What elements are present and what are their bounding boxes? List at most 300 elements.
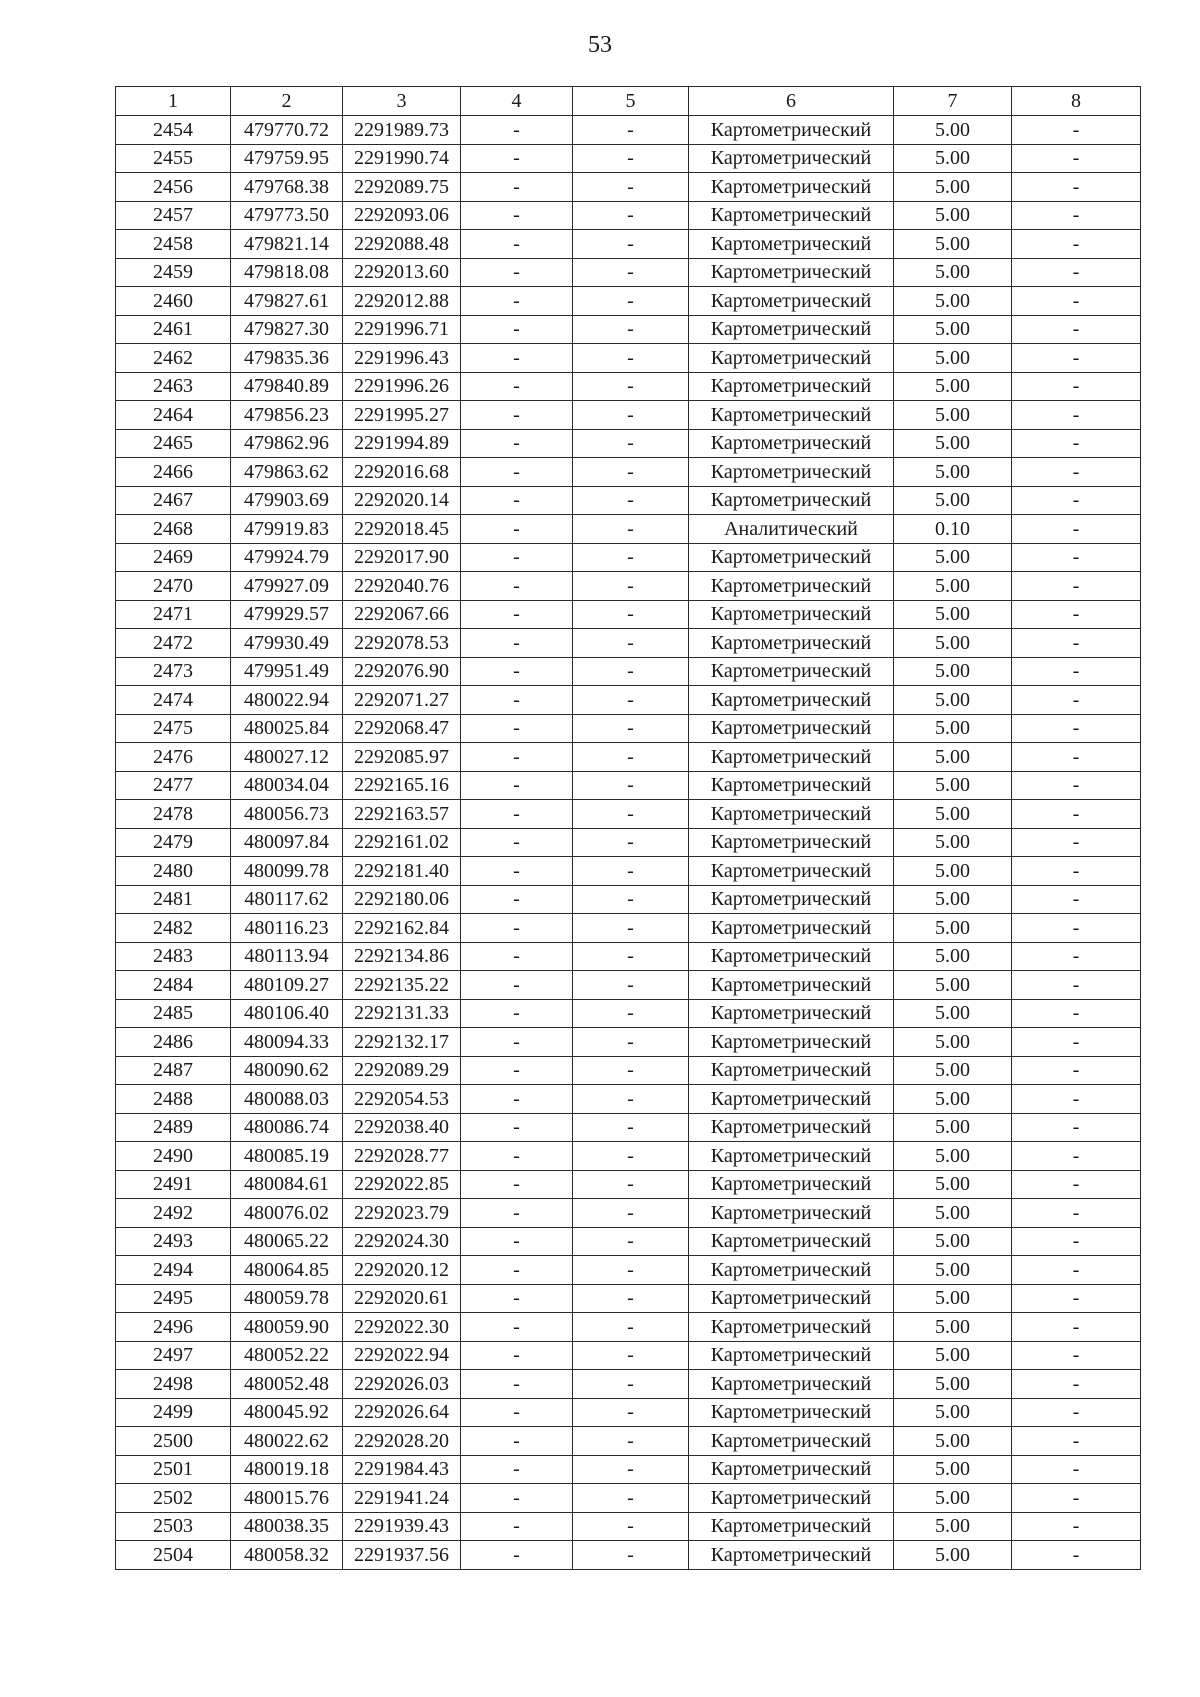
cell-method: Картометрический xyxy=(689,657,894,686)
cell-method: Картометрический xyxy=(689,344,894,373)
cell-col-8: - xyxy=(1012,971,1141,1000)
cell-col-5: - xyxy=(573,1398,689,1427)
cell-col-4: - xyxy=(461,344,573,373)
cell-y-coordinate: 2291984.43 xyxy=(343,1455,461,1484)
cell-col-8: - xyxy=(1012,1056,1141,1085)
cell-point-number: 2457 xyxy=(116,201,231,230)
cell-col-4: - xyxy=(461,572,573,601)
cell-col-4: - xyxy=(461,743,573,772)
cell-col-5: - xyxy=(573,1541,689,1570)
cell-point-number: 2495 xyxy=(116,1284,231,1313)
table-row xyxy=(116,1085,1141,1114)
cell-col-5: - xyxy=(573,743,689,772)
cell-y-coordinate: 2292022.94 xyxy=(343,1341,461,1370)
cell-method: Картометрический xyxy=(689,1028,894,1057)
table-row xyxy=(116,800,1141,829)
cell-point-number: 2467 xyxy=(116,486,231,515)
cell-col-8: - xyxy=(1012,1142,1141,1171)
cell-point-number: 2471 xyxy=(116,600,231,629)
header-cell-col-4: 4 xyxy=(461,87,573,116)
cell-accuracy: 5.00 xyxy=(894,201,1012,230)
cell-col-5: - xyxy=(573,1370,689,1399)
cell-col-4: - xyxy=(461,315,573,344)
cell-accuracy: 5.00 xyxy=(894,486,1012,515)
cell-x-coordinate: 480045.92 xyxy=(231,1398,343,1427)
cell-accuracy: 5.00 xyxy=(894,1256,1012,1285)
cell-point-number: 2489 xyxy=(116,1113,231,1142)
cell-method: Картометрический xyxy=(689,486,894,515)
cell-col-4: - xyxy=(461,1484,573,1513)
cell-col-4: - xyxy=(461,657,573,686)
cell-point-number: 2484 xyxy=(116,971,231,1000)
cell-method: Картометрический xyxy=(689,771,894,800)
cell-method: Картометрический xyxy=(689,999,894,1028)
cell-col-4: - xyxy=(461,857,573,886)
cell-x-coordinate: 479770.72 xyxy=(231,116,343,145)
cell-y-coordinate: 2292088.48 xyxy=(343,230,461,259)
cell-x-coordinate: 479929.57 xyxy=(231,600,343,629)
cell-accuracy: 5.00 xyxy=(894,1142,1012,1171)
cell-col-5: - xyxy=(573,828,689,857)
cell-x-coordinate: 480086.74 xyxy=(231,1113,343,1142)
cell-y-coordinate: 2292131.33 xyxy=(343,999,461,1028)
cell-accuracy: 5.00 xyxy=(894,1484,1012,1513)
cell-col-5: - xyxy=(573,1512,689,1541)
cell-col-4: - xyxy=(461,515,573,544)
cell-col-8: - xyxy=(1012,429,1141,458)
cell-col-4: - xyxy=(461,401,573,430)
table-row xyxy=(116,1256,1141,1285)
cell-method: Картометрический xyxy=(689,173,894,202)
cell-accuracy: 5.00 xyxy=(894,401,1012,430)
table-row xyxy=(116,258,1141,287)
cell-col-8: - xyxy=(1012,230,1141,259)
cell-col-5: - xyxy=(573,629,689,658)
table-row xyxy=(116,1284,1141,1313)
cell-col-5: - xyxy=(573,1028,689,1057)
cell-col-8: - xyxy=(1012,287,1141,316)
cell-point-number: 2463 xyxy=(116,372,231,401)
cell-col-5: - xyxy=(573,857,689,886)
cell-col-8: - xyxy=(1012,515,1141,544)
cell-col-8: - xyxy=(1012,885,1141,914)
cell-accuracy: 5.00 xyxy=(894,543,1012,572)
table-row xyxy=(116,600,1141,629)
cell-method: Картометрический xyxy=(689,828,894,857)
cell-accuracy: 5.00 xyxy=(894,144,1012,173)
cell-method: Картометрический xyxy=(689,1284,894,1313)
cell-point-number: 2465 xyxy=(116,429,231,458)
cell-x-coordinate: 480106.40 xyxy=(231,999,343,1028)
table-row xyxy=(116,344,1141,373)
cell-method: Картометрический xyxy=(689,116,894,145)
cell-col-4: - xyxy=(461,1142,573,1171)
cell-accuracy: 5.00 xyxy=(894,429,1012,458)
cell-accuracy: 5.00 xyxy=(894,971,1012,1000)
cell-x-coordinate: 479930.49 xyxy=(231,629,343,658)
cell-col-8: - xyxy=(1012,857,1141,886)
cell-y-coordinate: 2292016.68 xyxy=(343,458,461,487)
cell-point-number: 2486 xyxy=(116,1028,231,1057)
cell-x-coordinate: 480027.12 xyxy=(231,743,343,772)
cell-point-number: 2461 xyxy=(116,315,231,344)
cell-col-8: - xyxy=(1012,1370,1141,1399)
cell-y-coordinate: 2292022.30 xyxy=(343,1313,461,1342)
cell-col-4: - xyxy=(461,1056,573,1085)
cell-point-number: 2479 xyxy=(116,828,231,857)
cell-method: Картометрический xyxy=(689,1227,894,1256)
cell-y-coordinate: 2291941.24 xyxy=(343,1484,461,1513)
cell-x-coordinate: 480034.04 xyxy=(231,771,343,800)
table-row xyxy=(116,144,1141,173)
cell-y-coordinate: 2292089.75 xyxy=(343,173,461,202)
cell-accuracy: 5.00 xyxy=(894,1028,1012,1057)
table-row xyxy=(116,230,1141,259)
cell-accuracy: 5.00 xyxy=(894,714,1012,743)
cell-col-4: - xyxy=(461,714,573,743)
cell-col-5: - xyxy=(573,800,689,829)
table-row xyxy=(116,543,1141,572)
cell-x-coordinate: 480109.27 xyxy=(231,971,343,1000)
cell-method: Картометрический xyxy=(689,572,894,601)
cell-point-number: 2480 xyxy=(116,857,231,886)
cell-point-number: 2501 xyxy=(116,1455,231,1484)
table-row xyxy=(116,1227,1141,1256)
cell-x-coordinate: 479924.79 xyxy=(231,543,343,572)
cell-col-8: - xyxy=(1012,1170,1141,1199)
cell-col-4: - xyxy=(461,1256,573,1285)
cell-col-5: - xyxy=(573,914,689,943)
header-cell-col-2: 2 xyxy=(231,87,343,116)
cell-x-coordinate: 479862.96 xyxy=(231,429,343,458)
header-cell-col-8: 8 xyxy=(1012,87,1141,116)
cell-x-coordinate: 480038.35 xyxy=(231,1512,343,1541)
cell-col-8: - xyxy=(1012,1256,1141,1285)
page-number: 53 xyxy=(588,32,612,58)
cell-method: Картометрический xyxy=(689,1142,894,1171)
cell-x-coordinate: 479919.83 xyxy=(231,515,343,544)
cell-x-coordinate: 480097.84 xyxy=(231,828,343,857)
cell-method: Картометрический xyxy=(689,1427,894,1456)
cell-method: Картометрический xyxy=(689,914,894,943)
cell-method: Картометрический xyxy=(689,686,894,715)
cell-accuracy: 5.00 xyxy=(894,1313,1012,1342)
cell-accuracy: 5.00 xyxy=(894,1427,1012,1456)
cell-col-4: - xyxy=(461,287,573,316)
cell-col-5: - xyxy=(573,1427,689,1456)
cell-point-number: 2456 xyxy=(116,173,231,202)
cell-accuracy: 5.00 xyxy=(894,173,1012,202)
cell-col-8: - xyxy=(1012,1284,1141,1313)
cell-y-coordinate: 2291995.27 xyxy=(343,401,461,430)
coordinates-table xyxy=(115,86,1141,1570)
cell-y-coordinate: 2292180.06 xyxy=(343,885,461,914)
cell-y-coordinate: 2292024.30 xyxy=(343,1227,461,1256)
table-row xyxy=(116,1398,1141,1427)
header-row xyxy=(116,87,1141,116)
cell-x-coordinate: 480025.84 xyxy=(231,714,343,743)
cell-col-8: - xyxy=(1012,743,1141,772)
cell-method: Картометрический xyxy=(689,201,894,230)
table-row xyxy=(116,714,1141,743)
cell-method: Картометрический xyxy=(689,1484,894,1513)
cell-col-8: - xyxy=(1012,401,1141,430)
cell-col-8: - xyxy=(1012,714,1141,743)
table-row xyxy=(116,657,1141,686)
cell-x-coordinate: 480116.23 xyxy=(231,914,343,943)
table-row xyxy=(116,885,1141,914)
cell-method: Картометрический xyxy=(689,971,894,1000)
table-row xyxy=(116,743,1141,772)
cell-point-number: 2492 xyxy=(116,1199,231,1228)
cell-point-number: 2464 xyxy=(116,401,231,430)
cell-col-4: - xyxy=(461,1170,573,1199)
cell-x-coordinate: 480056.73 xyxy=(231,800,343,829)
cell-y-coordinate: 2292071.27 xyxy=(343,686,461,715)
cell-col-5: - xyxy=(573,1113,689,1142)
cell-col-4: - xyxy=(461,1199,573,1228)
cell-point-number: 2460 xyxy=(116,287,231,316)
table-row xyxy=(116,828,1141,857)
cell-col-4: - xyxy=(461,1028,573,1057)
table-row xyxy=(116,857,1141,886)
cell-x-coordinate: 480058.32 xyxy=(231,1541,343,1570)
cell-point-number: 2472 xyxy=(116,629,231,658)
cell-x-coordinate: 480015.76 xyxy=(231,1484,343,1513)
cell-y-coordinate: 2292067.66 xyxy=(343,600,461,629)
cell-point-number: 2468 xyxy=(116,515,231,544)
cell-col-4: - xyxy=(461,1113,573,1142)
cell-x-coordinate: 480019.18 xyxy=(231,1455,343,1484)
cell-accuracy: 5.00 xyxy=(894,458,1012,487)
cell-y-coordinate: 2292013.60 xyxy=(343,258,461,287)
cell-col-5: - xyxy=(573,116,689,145)
table-row xyxy=(116,1170,1141,1199)
cell-y-coordinate: 2292023.79 xyxy=(343,1199,461,1228)
table-row xyxy=(116,1541,1141,1570)
cell-method: Картометрический xyxy=(689,372,894,401)
cell-point-number: 2488 xyxy=(116,1085,231,1114)
cell-method: Картометрический xyxy=(689,458,894,487)
cell-col-5: - xyxy=(573,1056,689,1085)
cell-point-number: 2496 xyxy=(116,1313,231,1342)
cell-col-8: - xyxy=(1012,657,1141,686)
cell-col-5: - xyxy=(573,173,689,202)
cell-point-number: 2499 xyxy=(116,1398,231,1427)
cell-x-coordinate: 480084.61 xyxy=(231,1170,343,1199)
cell-point-number: 2504 xyxy=(116,1541,231,1570)
cell-method: Картометрический xyxy=(689,1113,894,1142)
cell-col-4: - xyxy=(461,1455,573,1484)
cell-col-5: - xyxy=(573,999,689,1028)
table-row xyxy=(116,1427,1141,1456)
cell-col-8: - xyxy=(1012,914,1141,943)
cell-col-8: - xyxy=(1012,372,1141,401)
cell-method: Картометрический xyxy=(689,1170,894,1199)
cell-col-5: - xyxy=(573,201,689,230)
cell-accuracy: 5.00 xyxy=(894,1113,1012,1142)
cell-accuracy: 5.00 xyxy=(894,914,1012,943)
cell-col-5: - xyxy=(573,657,689,686)
table-row xyxy=(116,201,1141,230)
cell-col-5: - xyxy=(573,885,689,914)
cell-point-number: 2475 xyxy=(116,714,231,743)
cell-y-coordinate: 2292089.29 xyxy=(343,1056,461,1085)
cell-method: Картометрический xyxy=(689,1541,894,1570)
cell-x-coordinate: 480090.62 xyxy=(231,1056,343,1085)
cell-col-5: - xyxy=(573,1313,689,1342)
cell-col-5: - xyxy=(573,942,689,971)
cell-col-8: - xyxy=(1012,258,1141,287)
cell-col-8: - xyxy=(1012,1313,1141,1342)
cell-col-8: - xyxy=(1012,1512,1141,1541)
cell-x-coordinate: 480052.48 xyxy=(231,1370,343,1399)
cell-x-coordinate: 480099.78 xyxy=(231,857,343,886)
cell-col-4: - xyxy=(461,800,573,829)
cell-col-5: - xyxy=(573,1455,689,1484)
cell-col-8: - xyxy=(1012,1341,1141,1370)
table-row xyxy=(116,1455,1141,1484)
cell-col-5: - xyxy=(573,1256,689,1285)
cell-point-number: 2500 xyxy=(116,1427,231,1456)
cell-y-coordinate: 2291989.73 xyxy=(343,116,461,145)
cell-accuracy: 5.00 xyxy=(894,258,1012,287)
cell-x-coordinate: 479927.09 xyxy=(231,572,343,601)
cell-col-5: - xyxy=(573,315,689,344)
cell-point-number: 2491 xyxy=(116,1170,231,1199)
table-row xyxy=(116,1484,1141,1513)
cell-col-4: - xyxy=(461,629,573,658)
cell-col-8: - xyxy=(1012,173,1141,202)
cell-col-8: - xyxy=(1012,1199,1141,1228)
cell-point-number: 2478 xyxy=(116,800,231,829)
cell-method: Картометрический xyxy=(689,258,894,287)
cell-y-coordinate: 2292085.97 xyxy=(343,743,461,772)
cell-method: Картометрический xyxy=(689,1341,894,1370)
cell-point-number: 2466 xyxy=(116,458,231,487)
cell-x-coordinate: 479768.38 xyxy=(231,173,343,202)
cell-accuracy: 5.00 xyxy=(894,315,1012,344)
cell-method: Картометрический xyxy=(689,1398,894,1427)
cell-accuracy: 5.00 xyxy=(894,1455,1012,1484)
cell-method: Картометрический xyxy=(689,1056,894,1085)
cell-col-8: - xyxy=(1012,999,1141,1028)
cell-x-coordinate: 479759.95 xyxy=(231,144,343,173)
cell-col-8: - xyxy=(1012,201,1141,230)
table-row xyxy=(116,942,1141,971)
cell-col-4: - xyxy=(461,1313,573,1342)
cell-point-number: 2498 xyxy=(116,1370,231,1399)
cell-method: Картометрический xyxy=(689,600,894,629)
cell-col-5: - xyxy=(573,543,689,572)
cell-accuracy: 5.00 xyxy=(894,1398,1012,1427)
cell-y-coordinate: 2292078.53 xyxy=(343,629,461,658)
cell-method: Картометрический xyxy=(689,800,894,829)
cell-accuracy: 5.00 xyxy=(894,1199,1012,1228)
cell-col-4: - xyxy=(461,1541,573,1570)
cell-col-4: - xyxy=(461,942,573,971)
cell-method: Картометрический xyxy=(689,144,894,173)
cell-accuracy: 5.00 xyxy=(894,1284,1012,1313)
cell-col-4: - xyxy=(461,486,573,515)
cell-method: Картометрический xyxy=(689,230,894,259)
table-row xyxy=(116,914,1141,943)
cell-col-4: - xyxy=(461,600,573,629)
cell-col-5: - xyxy=(573,572,689,601)
cell-accuracy: 5.00 xyxy=(894,572,1012,601)
cell-x-coordinate: 479773.50 xyxy=(231,201,343,230)
cell-point-number: 2459 xyxy=(116,258,231,287)
cell-method: Картометрический xyxy=(689,743,894,772)
table-row xyxy=(116,1142,1141,1171)
cell-col-4: - xyxy=(461,1085,573,1114)
cell-x-coordinate: 480064.85 xyxy=(231,1256,343,1285)
table-row xyxy=(116,372,1141,401)
cell-accuracy: 5.00 xyxy=(894,1227,1012,1256)
cell-accuracy: 5.00 xyxy=(894,600,1012,629)
cell-method: Картометрический xyxy=(689,629,894,658)
cell-col-5: - xyxy=(573,1227,689,1256)
cell-x-coordinate: 479827.61 xyxy=(231,287,343,316)
cell-accuracy: 5.00 xyxy=(894,828,1012,857)
cell-col-8: - xyxy=(1012,116,1141,145)
cell-y-coordinate: 2292028.20 xyxy=(343,1427,461,1456)
cell-col-8: - xyxy=(1012,572,1141,601)
cell-y-coordinate: 2292161.02 xyxy=(343,828,461,857)
cell-col-4: - xyxy=(461,914,573,943)
cell-col-4: - xyxy=(461,230,573,259)
cell-y-coordinate: 2291996.26 xyxy=(343,372,461,401)
table-row xyxy=(116,315,1141,344)
cell-x-coordinate: 480117.62 xyxy=(231,885,343,914)
cell-col-8: - xyxy=(1012,315,1141,344)
table-row xyxy=(116,458,1141,487)
table-row xyxy=(116,1370,1141,1399)
cell-col-4: - xyxy=(461,828,573,857)
cell-accuracy: 5.00 xyxy=(894,743,1012,772)
cell-y-coordinate: 2292012.88 xyxy=(343,287,461,316)
cell-col-5: - xyxy=(573,1484,689,1513)
cell-y-coordinate: 2292020.12 xyxy=(343,1256,461,1285)
cell-col-5: - xyxy=(573,771,689,800)
cell-y-coordinate: 2292165.16 xyxy=(343,771,461,800)
cell-accuracy: 5.00 xyxy=(894,1085,1012,1114)
header-cell-col-5: 5 xyxy=(573,87,689,116)
table-row xyxy=(116,486,1141,515)
cell-accuracy: 0.10 xyxy=(894,515,1012,544)
cell-y-coordinate: 2292020.14 xyxy=(343,486,461,515)
cell-x-coordinate: 479835.36 xyxy=(231,344,343,373)
cell-col-5: - xyxy=(573,1341,689,1370)
cell-y-coordinate: 2292093.06 xyxy=(343,201,461,230)
cell-col-4: - xyxy=(461,1341,573,1370)
cell-method: Картометрический xyxy=(689,1512,894,1541)
table-row xyxy=(116,686,1141,715)
cell-col-4: - xyxy=(461,885,573,914)
cell-point-number: 2454 xyxy=(116,116,231,145)
cell-y-coordinate: 2292028.77 xyxy=(343,1142,461,1171)
cell-col-4: - xyxy=(461,372,573,401)
cell-method: Картометрический xyxy=(689,857,894,886)
cell-point-number: 2458 xyxy=(116,230,231,259)
cell-col-5: - xyxy=(573,429,689,458)
cell-accuracy: 5.00 xyxy=(894,344,1012,373)
cell-method: Картометрический xyxy=(689,1313,894,1342)
cell-point-number: 2483 xyxy=(116,942,231,971)
cell-point-number: 2487 xyxy=(116,1056,231,1085)
cell-accuracy: 5.00 xyxy=(894,686,1012,715)
cell-col-5: - xyxy=(573,287,689,316)
